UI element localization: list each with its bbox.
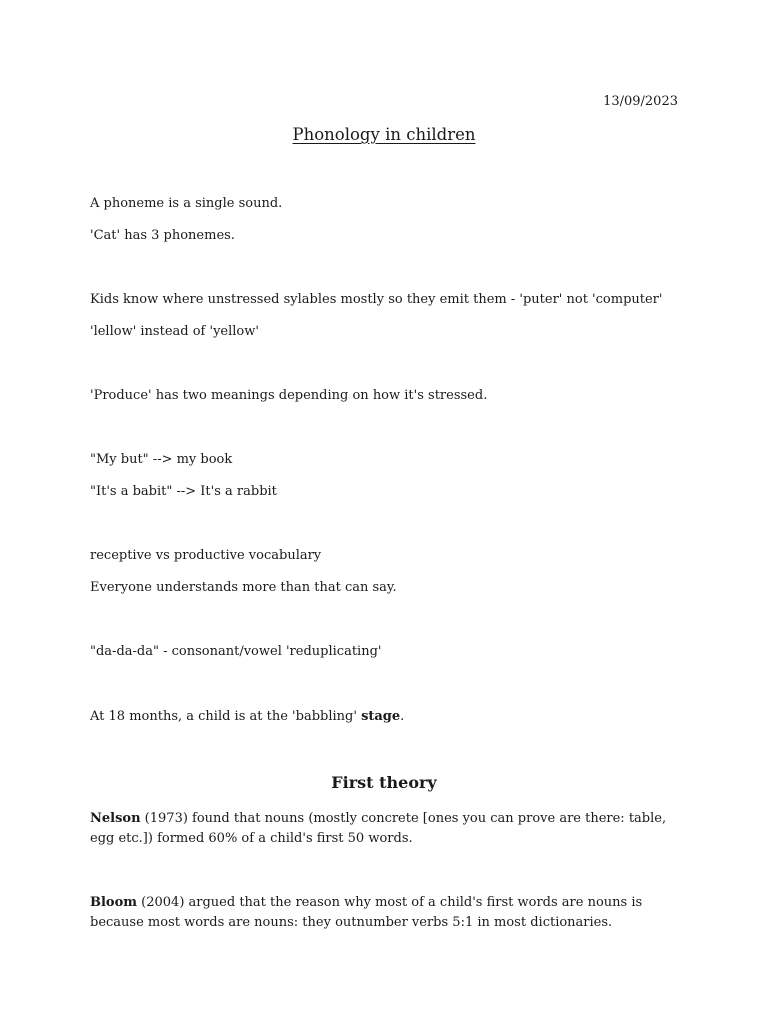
note-line: 'Cat' has 3 phonemes. [90, 228, 235, 243]
note-text: At 18 months, a child is at the 'babbling' [90, 709, 362, 724]
note-line: "My but" --> my book [90, 452, 233, 467]
note-line: Kids know where unstressed sylables mostly so they emit them - 'puter' not 'computer' [90, 292, 663, 307]
note-line: A phoneme is a single sound. [90, 196, 283, 211]
bloom-paragraph [90, 893, 680, 932]
note-line: 'lellow' instead of 'yellow' [90, 324, 259, 339]
document-date: 13/09/2023 [603, 94, 678, 109]
document-title: Phonology in children [292, 125, 476, 144]
author-name: Bloom [90, 895, 138, 910]
nelson-paragraph [90, 809, 680, 848]
paragraph-text: (2004) argued that the reason why most of a child's first words are nouns is because most words are nouns: they outnumber verbs 5:1 in most dictionaries. [90, 895, 643, 930]
note-text: . [400, 709, 405, 724]
note-line: "It's a babit" --> It's a rabbit [90, 484, 277, 499]
note-line: receptive vs productive vocabulary [90, 548, 322, 563]
author-name: Nelson [90, 811, 141, 826]
paragraph-text: (1973) found that nouns (mostly concrete [ones you can prove are there: table, egg etc.]) formed 60% of a child's first 50 words. [90, 811, 667, 846]
note-line: Everyone understands more than that can say. [90, 580, 397, 595]
emphasis-text: stage [361, 709, 401, 724]
note-line [90, 707, 680, 726]
section-heading: First theory [331, 773, 437, 792]
note-line: "da-da-da" - consonant/vowel 'reduplicating' [90, 644, 382, 659]
note-line: 'Produce' has two meanings depending on how it's stressed. [90, 388, 488, 403]
